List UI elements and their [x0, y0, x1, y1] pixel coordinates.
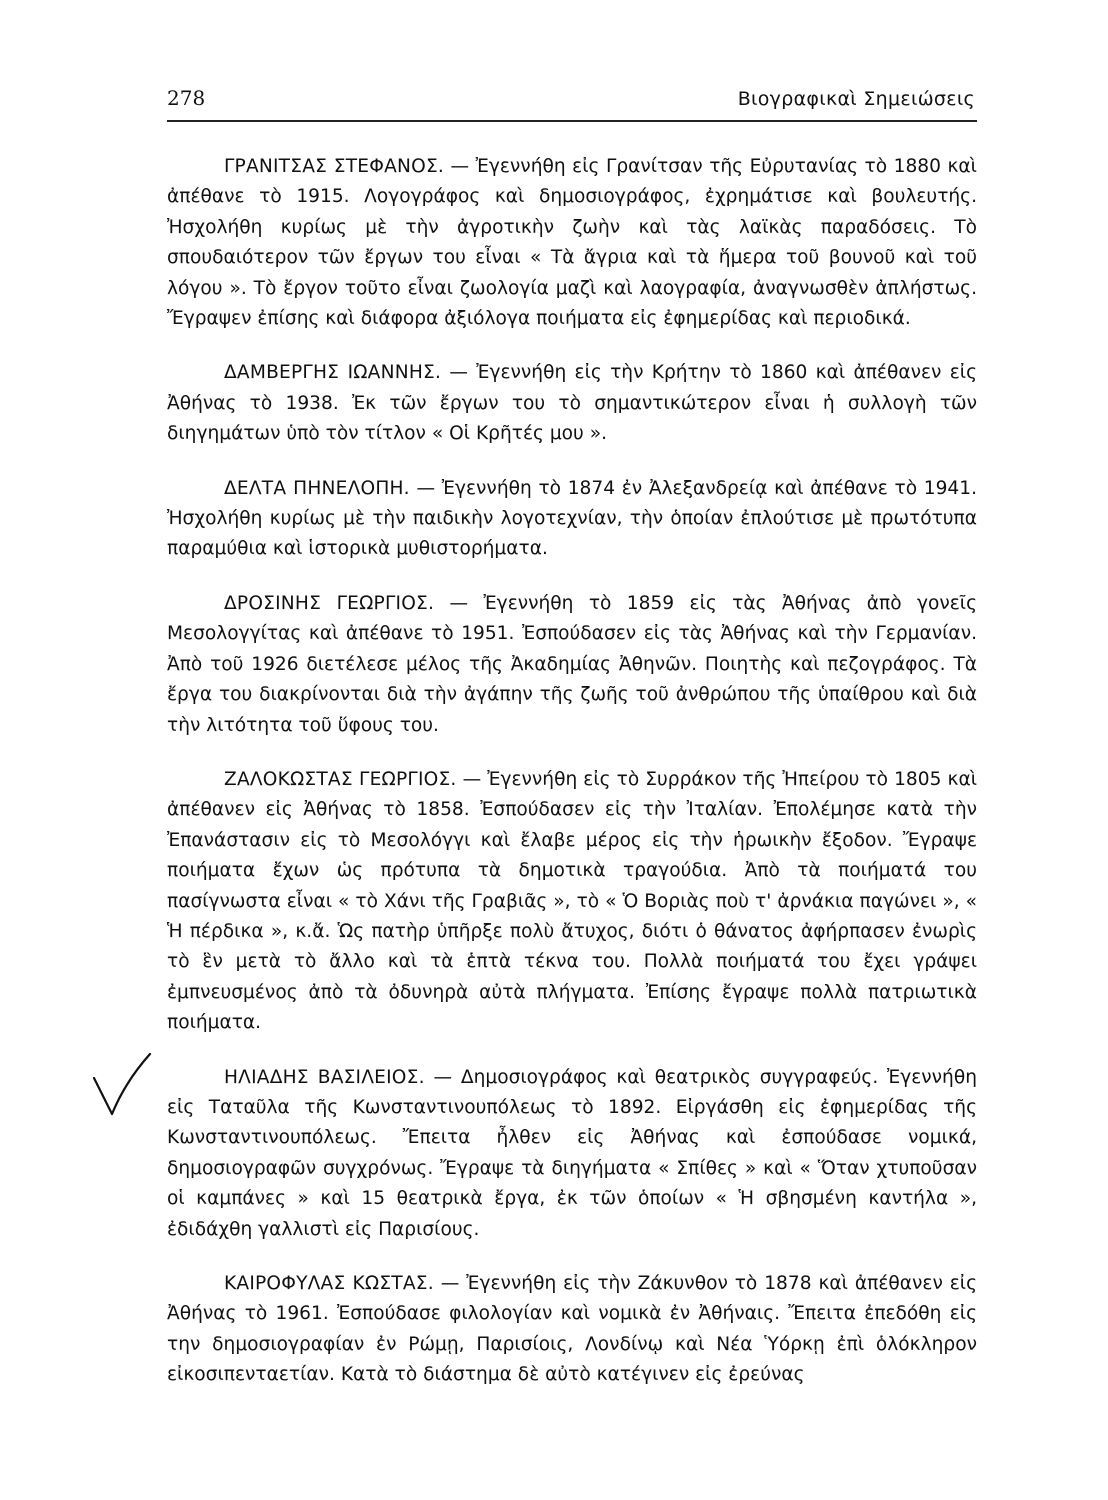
biography-entry — [167, 765, 977, 1039]
biography-entry — [167, 358, 977, 449]
biography-list — [167, 152, 977, 1415]
entry-text: — Ἐγεννήθη εἰς Γρανίτσαν τῆς Εὐρυτανίας τὸ 1880 καὶ ἀπέθανε τὸ 1915. Λογογράφος καὶ δημοσιογράφος, ἐχρημάτισε καὶ βουλευτής. Ἠσχολήθη κυρίως μὲ τὴν ἀγροτικὴν ζωὴν καὶ τὰς λαϊκὰς παραδόσεις. Τὸ σπουδαιότερον τῶν ἔργων του εἶναι « Τὰ ἄγρια καὶ τὰ ἥμερα τοῦ βουνοῦ καὶ τοῦ λόγου ». Τὸ ἔργον τοῦτο εἶναι ζωολογία μαζὶ καὶ λαογραφία, ἀναγνωσθὲν ἀπλήστως. Ἔγραψεν ἐπίσης καὶ διάφορα ἀξιόλογα ποιήματα εἰς ἐφημερίδας καὶ περιοδικά. — [167, 156, 977, 330]
page-number: 278 — [167, 86, 206, 110]
entry-name: ΚΑΙΡΟΦΥΛΑΣ ΚΩΣΤΑΣ. — [224, 1273, 434, 1294]
entry-text: — Ἐγεννήθη τὸ 1859 εἰς τὰς Ἀθήνας ἀπὸ γονεῖς Μεσολογγίτας καὶ ἀπέθανε τὸ 1951. Ἐσπούδασεν εἰς τὰς Ἀθήνας καὶ τὴν Γερμανίαν. Ἀπὸ τοῦ 1926 διετέλεσε μέλος τῆς Ἀκαδημίας Ἀθηνῶν. Ποιητὴς καὶ πεζογράφος. Τὰ ἔργα του διακρίνονται διὰ τὴν ἀγάπην τῆς ζωῆς τοῦ ἀνθρώπου τῆς ὑπαίθρου καὶ διὰ τὴν λιτότητα τοῦ ὕφους του. — [167, 592, 977, 736]
entry-name: ΔΡΟΣΙΝΗΣ ΓΕΩΡΓΙΟΣ. — [224, 592, 435, 614]
entry-name: ΔΑΜΒΕΡΓΗΣ ΙΩΑΝΝΗΣ. — [224, 362, 442, 384]
entry-text: — Ἐγεννήθη τὸ 1874 ἐν Ἀλεξανδρείᾳ καὶ ἀπέθανε τὸ 1941. Ἠσχολήθη κυρίως μὲ τὴν παιδικὴν λογοτεχνίαν, τὴν ὁποίαν ἐπλούτισε μὲ πρωτότυπα παραμύθια καὶ ἱστορικὰ μυθιστορήματα. — [167, 477, 977, 560]
entry-text: — Ἐγεννήθη εἰς τὸ Συρράκον τῆς Ἠπείρου τὸ 1805 καὶ ἀπέθανεν εἰς Ἀθήνας τὸ 1858. Ἐσπούδασεν εἰς τὴν Ἰταλίαν. Ἐπολέμησε κατὰ τὴν Ἐπανάστασιν εἰς τὸ Μεσολόγγι καὶ ἔλαβε μέρος εἰς τὴν ἡρωικὴν ἔξοδον. Ἔγραψε ποιήματα ἔχων ὡς πρότυπα τὰ δημοτικὰ τραγούδια. Ἀπὸ τὰ ποιήματά του πασίγνωστα εἶναι « τὸ Χάνι τῆς Γραβιᾶς », τὸ « Ὁ Βοριὰς ποὺ τ' ἀρνάκια παγώνει », « Ἡ πέρδικα », κ.ἄ. Ὡς πατὴρ ὑπῆρξε πολὺ ἄτυχος, διότι ὁ θάνατος ἀφήρπασεν ἐνωρὶς τὸ ἓν μετὰ τὸ ἄλλο καὶ τὰ ἑπτὰ τέκνα του. Πολλὰ ποιήματά του ἔχει γράψει ἐμπνευσμένος ἀπὸ τὰ ὀδυνηρὰ αὐτὰ πλήγματα. Ἐπίσης ἔγραψε πολλὰ πατριωτικὰ ποιήματα. — [167, 768, 977, 1034]
entry-text: — Δημοσιογράφος καὶ θεατρικὸς συγγραφεύς. Ἐγεννήθη εἰς Ταταῦλα τῆς Κωνσταντινουπόλεως τὸ 1892. Εἰργάσθη εἰς ἐφημερίδας τῆς Κωνσταντινουπόλεως. Ἔπειτα ἦλθεν εἰς Ἀθήνας καὶ ἐσπούδασε νομικά, δημοσιογραφῶν συγχρόνως. Ἔγραψε τὰ διηγήματα « Σπίθες » καὶ « Ὅταν χτυποῦσαν οἱ καμπάνες » καὶ 15 θεατρικὰ ἔργα, ἐκ τῶν ὁποίων « Ἡ σβησμένη καντήλα », ἐδιδάχθη γαλλιστὶ εἰς Παρισίους. — [167, 1066, 978, 1240]
entry-name: ΖΑΛΟΚΩΣΤΑΣ ΓΕΩΡΓΙΟΣ. — [224, 768, 457, 790]
entry-text: — Ἐγεννήθη εἰς τὴν Κρήτην τὸ 1860 καὶ ἀπέθανεν εἰς Ἀθήνας τὸ 1938. Ἐκ τῶν ἔργων του τὸ σημαντικώτερον εἶναι ἡ συλλογὴ τῶν διηγημάτων ὑπὸ τὸν τίτλον « Οἱ Κρῆτές μου ». — [167, 362, 977, 445]
entry-name: ΓΡΑΝΙΤΣΑΣ ΣΤΕΦΑΝΟΣ. — [224, 156, 444, 177]
check-mark-icon — [90, 1052, 152, 1116]
biography-entry — [167, 1063, 977, 1245]
running-title: Βιογραφικαὶ Σημειώσεις — [737, 88, 975, 110]
biography-entry — [167, 474, 977, 565]
entry-name: ΗΛΙΑΔΗΣ ΒΑΣΙΛΕΙΟΣ. — [224, 1066, 425, 1088]
biography-entry — [167, 152, 977, 334]
entry-text: — Ἐγεννήθη εἰς τὴν Ζάκυνθον τὸ 1878 καὶ ἀπέθανεν εἰς Ἀθήνας τὸ 1961. Ἐσπούδασε φιλολογίαν καὶ νομικὰ ἐν Ἀθήναις. Ἔπειτα ἐπεδόθη εἰς την δημοσιογραφίαν ἐν Ρώμῃ, Παρισίοις, Λονδίνῳ καὶ Νέα Ὑόρκῃ ἐπὶ ὁλόκληρον εἰκοσιπενταετίαν. Κατὰ τὸ διάστημα δὲ αὐτὸ κατέγινεν εἰς ἐρεύνας — [167, 1273, 977, 1386]
biography-entry — [167, 589, 977, 741]
biography-entry — [167, 1269, 977, 1391]
page-header — [167, 80, 977, 122]
entry-name: ΔΕΛΤΑ ΠΗΝΕΛΟΠΗ. — [224, 477, 410, 499]
